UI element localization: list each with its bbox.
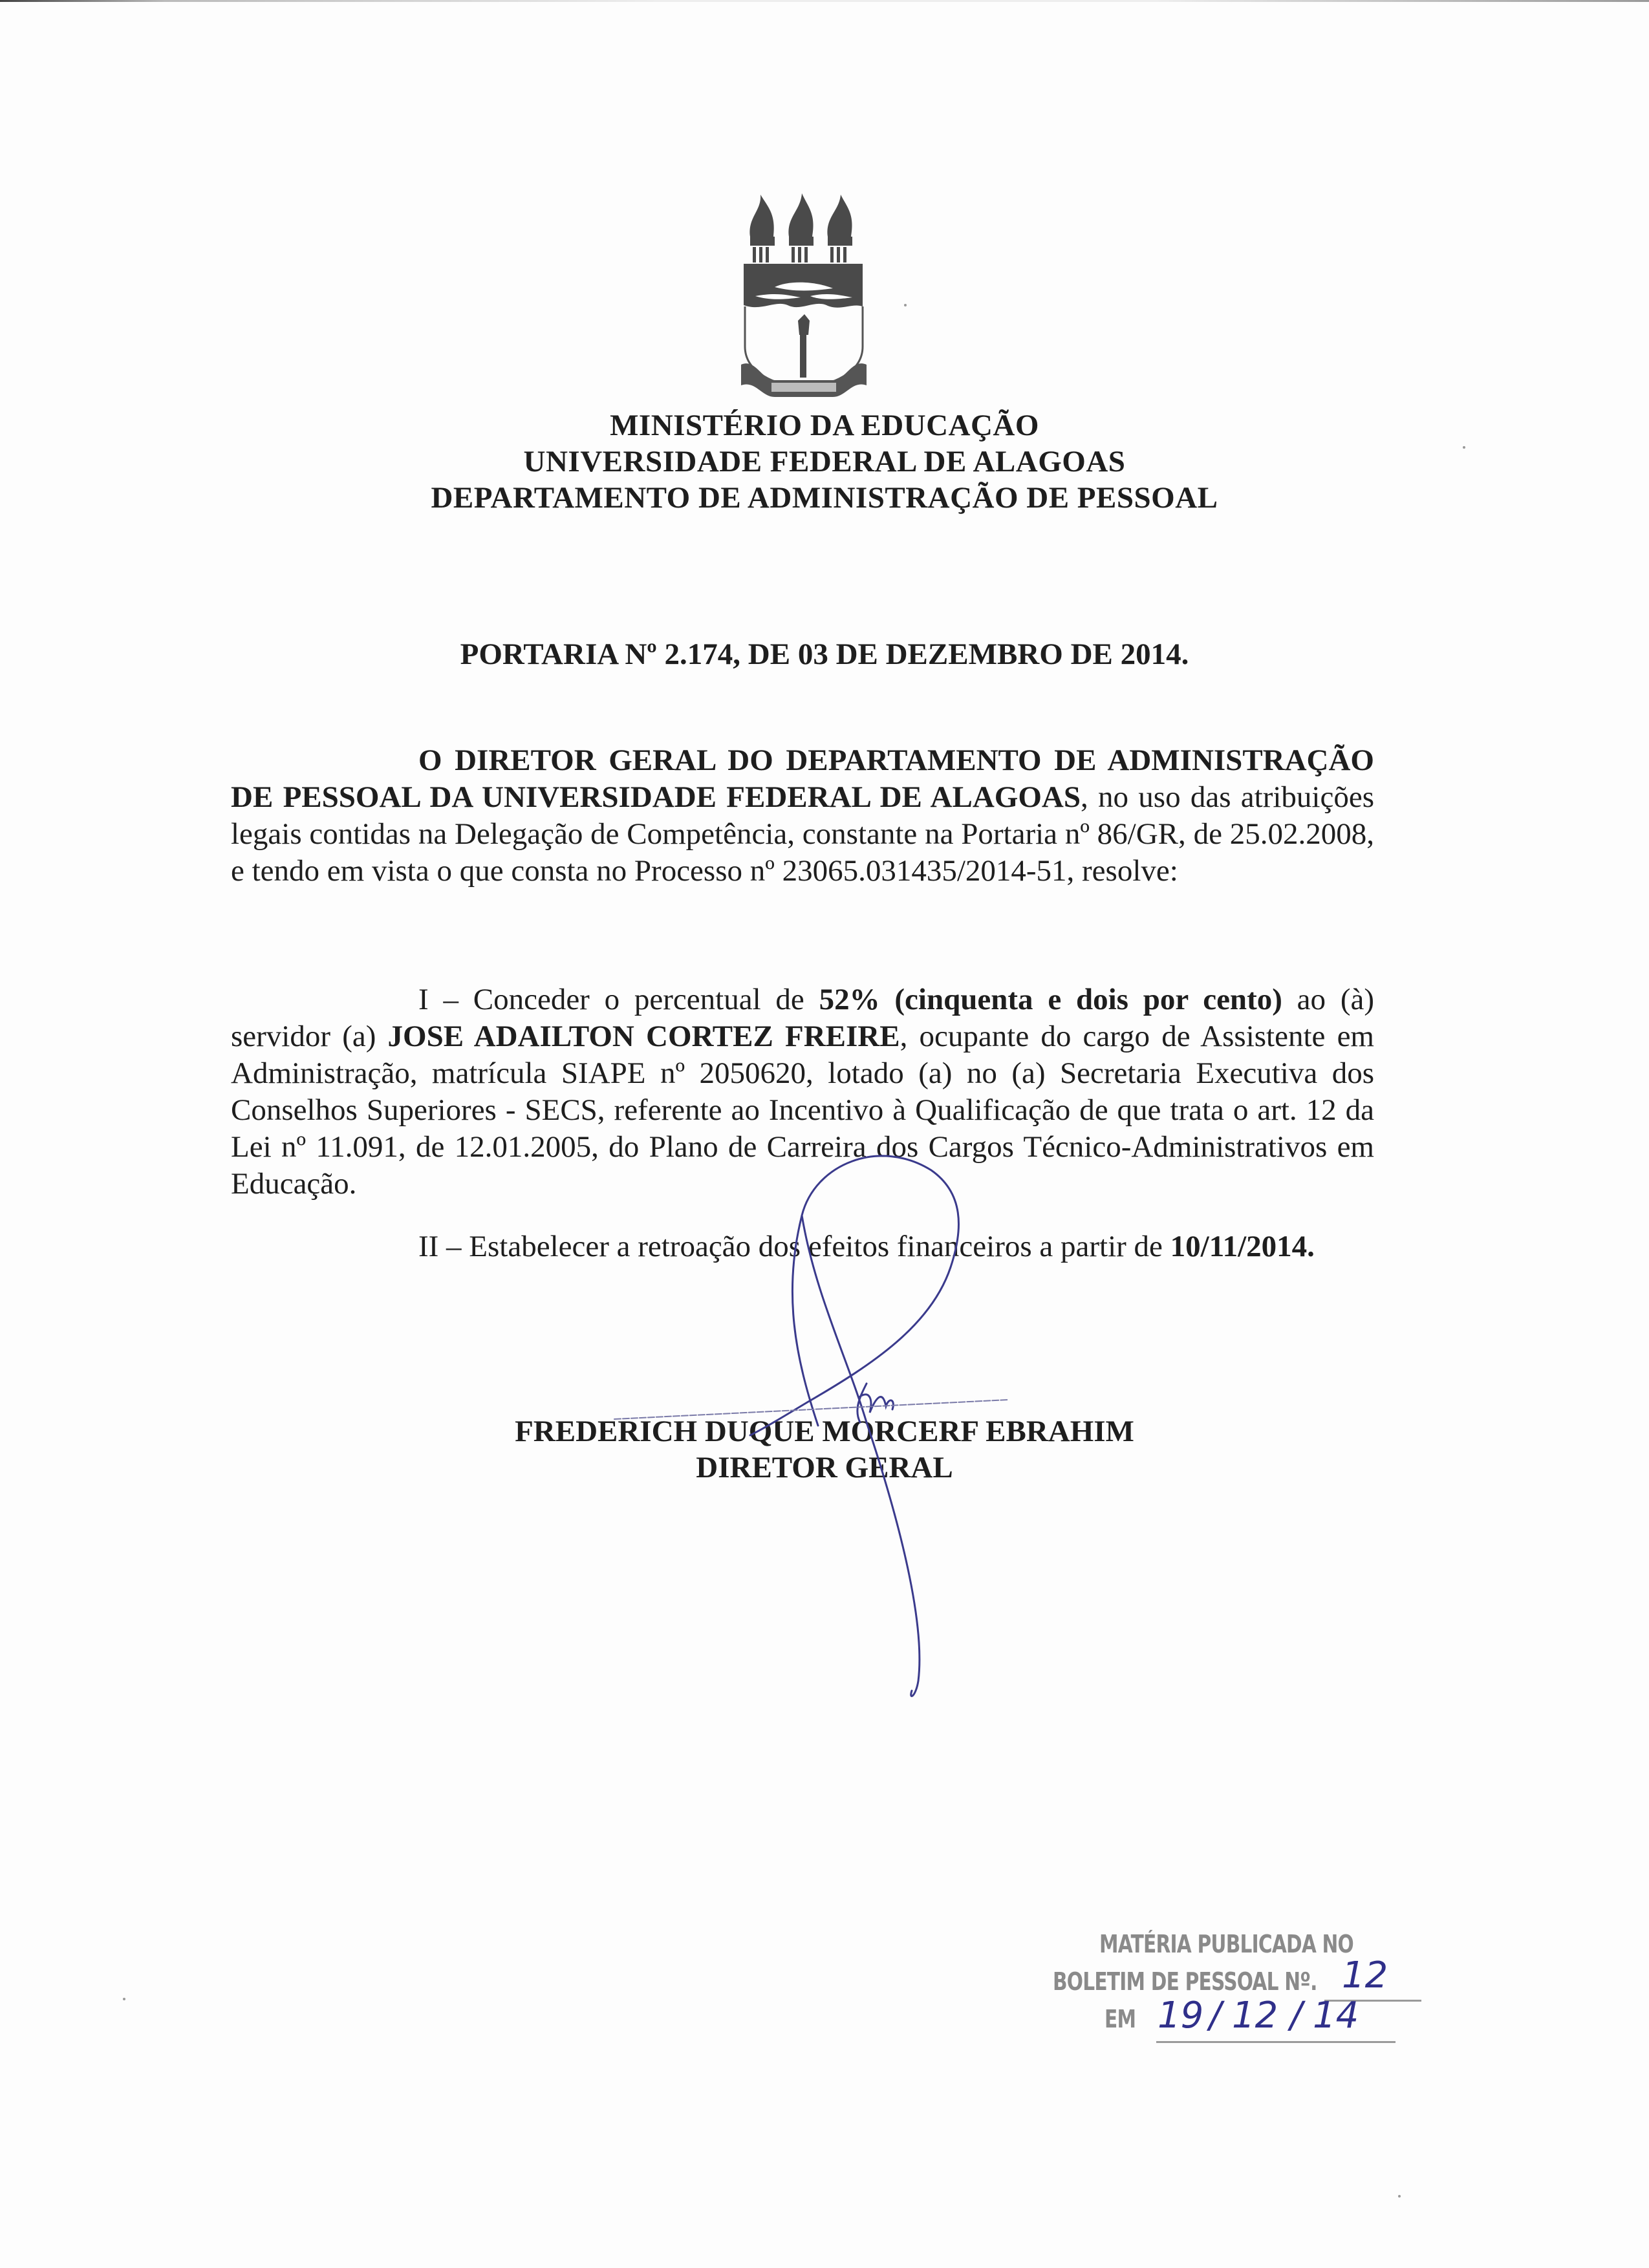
stamp-line-2: BOLETIM DE PESSOAL Nº. <box>1053 1967 1317 1996</box>
scan-speck <box>904 304 907 306</box>
preamble-lead: O DIRETOR GERAL DO DEPARTAMENTO DE ADMINISTRAÇÃO DE PESSOAL DA UNIVERSIDADE FEDERAL DE ALAGOAS <box>231 744 1374 814</box>
article-1-paragraph <box>231 981 1374 1203</box>
date-separator: / <box>1290 1995 1302 2037</box>
article-1-text-b: ao (à) servidor (a) <box>231 983 1374 1053</box>
stamp-underline <box>1156 2041 1396 2043</box>
publication-year: 14 <box>1313 1995 1359 2037</box>
scan-edge <box>0 0 1649 2</box>
publication-stamp <box>1048 1923 1436 2053</box>
preamble-paragraph <box>231 742 1374 890</box>
ufal-crest-icon <box>736 191 872 405</box>
stamp-line-1: MATÉRIA PUBLICADA NO <box>1099 1930 1353 1958</box>
article-2-text: II – Estabelecer a retroação dos efeitos financeiros a partir de <box>418 1230 1170 1263</box>
date-separator: / <box>1209 1995 1222 2037</box>
publication-month: 12 <box>1232 1995 1278 2037</box>
bulletin-number: 12 <box>1342 1954 1388 1996</box>
stamp-line-3: EM <box>1105 2005 1136 2033</box>
article-2-paragraph <box>231 1228 1374 1265</box>
signatory-name: FREDERICH DUQUE MORCERF EBRAHIM <box>515 1415 1134 1448</box>
scan-speck <box>1463 446 1465 449</box>
header-university: UNIVERSIDADE FEDERAL DE ALAGOAS <box>523 445 1126 478</box>
percentual-value: 52% (cinquenta e dois por cento) <box>819 983 1282 1016</box>
header-ministry: MINISTÉRIO DA EDUCAÇÃO <box>610 409 1039 442</box>
article-1-text-c: , ocupante do cargo de Assistente em Administração, matrícula SIAPE nº 2050620, lotado (a) no (a) Secretaria Executiva dos Conselhos Superiores - SECS, referente ao Incentivo à Qualificação de que trata o art. 12 da Lei nº 11.091, de 12.01.2005, do Plano de Carreira dos Cargos Técnico-Administrativos em Educação. <box>231 1020 1374 1201</box>
article-1-text-a: I – Conceder o percentual de <box>418 983 819 1016</box>
scan-speck <box>123 1998 125 2000</box>
retroaction-date: 10/11/2014. <box>1170 1230 1315 1263</box>
preamble-text: , no uso das atribuições legais contidas na Delegação de Competência, constante na Portaria nº 86/GR, de 25.02.2008, e tendo em vista o que consta no Processo nº 23065.031435/2014-51, resolve: <box>231 780 1374 888</box>
signatory-role: DIRETOR GERAL <box>696 1451 953 1484</box>
servant-name: JOSE ADAILTON CORTEZ FREIRE <box>387 1020 900 1053</box>
document-title: PORTARIA Nº 2.174, DE 03 DE DEZEMBRO DE 2014. <box>460 637 1189 671</box>
publication-day: 19 <box>1158 1995 1204 2037</box>
scan-speck <box>1398 2195 1401 2198</box>
header-department: DEPARTAMENTO DE ADMINISTRAÇÃO DE PESSOAL <box>431 481 1218 515</box>
